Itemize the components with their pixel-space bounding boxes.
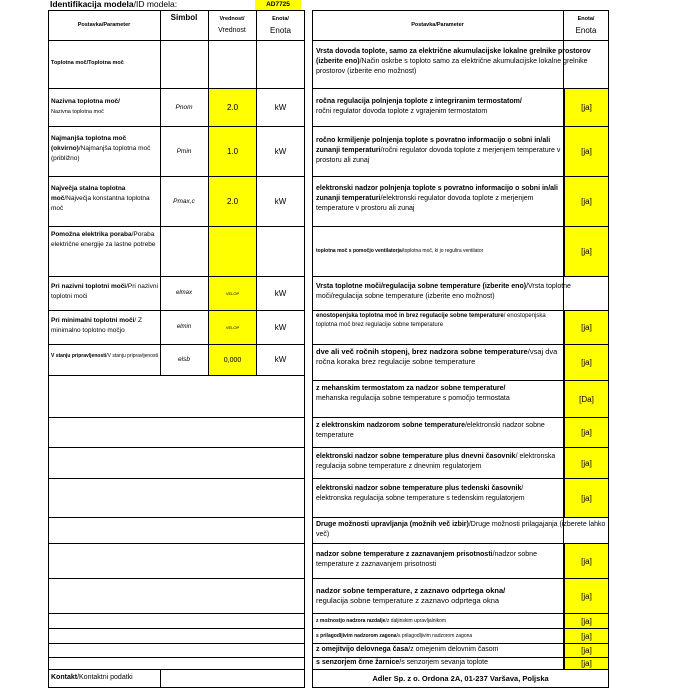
model-id-value: AD7725 — [255, 0, 301, 10]
control-row-3-rest: mehanska regulacija sobne temperature s pomočjo termostata — [316, 395, 510, 402]
other-row-6-mark: [ja] — [564, 658, 608, 669]
other-row-1-bold: nadzor sobne temperature z zaznavanjem prisotnosti — [316, 551, 493, 558]
other-row-3-rest: /z daljinskim upravljalnikom — [385, 618, 447, 624]
row-elmax-value: VELOP — [209, 277, 256, 310]
row-elsb-label-bold: V stanju pripravljenosti — [51, 353, 107, 359]
input-row-1-bold: ročna regulacija polnjenja toplote z integriranim termostatom/ — [316, 98, 522, 105]
other-row-4-mark: [ja] — [564, 629, 608, 643]
row-elsb-value: 0,000 — [209, 345, 256, 375]
row-elmin-label-bold: Pri minimalni toplotni moči — [51, 317, 135, 324]
other-row-6 — [316, 658, 561, 668]
input-row-2-rest: /ročni regulator dovoda toplote z merjenjem temperature v prostoru ali zunaj — [316, 147, 561, 164]
row-minimum-label — [51, 134, 156, 164]
other-row-5 — [316, 645, 561, 655]
row-nominal-value: 2.0 — [209, 89, 256, 126]
control-row-1-mark: [ja] — [564, 311, 608, 344]
contact-label-rest: /Kontaktni podatki — [77, 674, 133, 681]
section-heat-input-bold: Vrsta dovoda toplote, samo za električne akumulacijske lokalne grelnike prostorov (izberite eno) — [316, 48, 591, 65]
row-elmax-symbol: elmax — [175, 290, 192, 296]
other-row-1 — [316, 550, 561, 570]
input-row-3-mark: [ja] — [564, 177, 608, 226]
model-id-label — [50, 0, 177, 9]
row-elsb-label — [51, 352, 159, 360]
row-elsb-unit: kW — [274, 355, 287, 364]
section-other-options — [316, 520, 608, 540]
right-header-param: Postavka/Parameter — [411, 22, 464, 28]
contact-label-bold: Kontakt — [51, 674, 78, 681]
control-row-3 — [316, 384, 561, 404]
other-row-2-mark: [ja] — [564, 579, 608, 613]
control-row-2-rest: /vsaj dva ročna koraka brez regulacije sobne temperature — [316, 347, 558, 366]
contact-label — [51, 674, 133, 681]
row-minimum-unit: kW — [274, 146, 287, 156]
control-row-5-rest: / elektronska regulacija sobne temperature z dnevnim regulatorjem — [316, 453, 556, 470]
input-row-1-rest: ročni regulator dovoda toplote z vgrajenim termostatom — [316, 108, 488, 115]
section-heat-input-rest: /Način oskrbe s toploto samo za električne akumulacijske lokalne grelnike prostorov (izberite eno možnost) — [316, 58, 588, 75]
row-max-continuous-symbol: Pmax,c — [173, 197, 195, 205]
other-row-5-bold: z omejitvijo delovnega časa — [316, 646, 409, 653]
input-row-4-mark: [ja] — [564, 227, 608, 276]
control-row-3-mark: [Da] — [564, 381, 608, 417]
row-elsb-symbol: elsb — [178, 356, 190, 363]
contact-value: Adler Sp. z o. Ordona 2A, 01-237 Varšava, Poljska — [372, 674, 549, 683]
row-elmax-unit: kW — [274, 288, 287, 298]
model-id-label-rest: /ID modela: — [133, 0, 178, 9]
row-max-continuous-unit: kW — [274, 196, 287, 206]
control-row-3-bold: z mehanskim termostatom za nadzor sobne temperature/ — [316, 385, 506, 392]
row-nominal-label-bold: Nazivna toplotna moč/ — [51, 98, 120, 105]
row-nominal-label-rest: Nazivna toplotna moč — [51, 109, 104, 115]
row-minimum-label-bold: Najmanjša toplotna moč (okvirno) — [51, 135, 127, 152]
right-header-unit-line2: Enota — [575, 26, 597, 35]
control-row-1-bold: enostopenjska toplotna moč in brez regulacije sobne temperature — [316, 313, 504, 319]
row-elmax-label — [51, 282, 159, 302]
other-row-2 — [316, 586, 561, 606]
section-heat-input — [316, 47, 608, 77]
right-header-unit-line1: Enota/ — [577, 16, 595, 22]
control-row-6-rest: / elektronska regulacija sobne temperature s tedenskim regulatorjem — [316, 485, 525, 502]
section-aux-bold: Pomožna elektrika poraba — [51, 231, 132, 238]
right-header-unit — [563, 14, 609, 36]
row-elsb-label-rest: /V stanju pripravljenosti — [106, 353, 158, 359]
other-row-6-bold: s senzorjem črne žarnice — [316, 659, 400, 666]
section-control-rest: /Vrsta toplotne moči/regulacija sobne temperature (izberite eno možnost) — [316, 283, 571, 300]
row-elmax-label-rest: /Pri nazivni toplotni moči — [51, 283, 158, 300]
input-row-3-rest: /elektronski regulator dovoda toplote z merjenjem temperature v prostoru ali zunaj — [316, 195, 534, 212]
input-row-4 — [316, 246, 561, 256]
input-row-2-bold: ročno krmiljenje polnjenja toplote s povratno informacijo o sobni in/ali zunanji temperaturi — [316, 137, 551, 154]
row-minimum-symbol: Pmin — [176, 147, 192, 155]
other-row-3-bold: z možnostjo nadzora razdalje — [316, 618, 386, 624]
other-row-1-mark: [ja] — [564, 544, 608, 578]
control-row-6-bold: elektronski nadzor sobne temperature plus tedenski časovnik — [316, 485, 522, 492]
row-elmin-label-rest: / Z minimalno toplotno močjo — [51, 317, 143, 334]
input-row-2-mark: [ja] — [564, 127, 608, 176]
row-nominal-label — [51, 97, 161, 117]
other-row-4-rest: /s prilagodljivim nadzorom zagona — [396, 633, 473, 639]
control-row-5-mark: [ja] — [564, 448, 608, 478]
control-row-1 — [316, 312, 561, 330]
input-row-4-rest: /toplotna moč, ki jo regulira ventilator — [401, 248, 484, 254]
left-header-value-line2: Vrednost — [218, 27, 246, 34]
other-row-3-mark: [ja] — [564, 614, 608, 628]
control-row-2 — [316, 347, 561, 367]
control-row-4 — [316, 421, 561, 441]
left-divider-contact — [160, 669, 161, 688]
input-row-3 — [316, 184, 561, 214]
control-row-1-rest: / enostopenjska toplotna moč brez regulacije sobne temperature — [316, 313, 546, 328]
left-header-symbol: Simbol — [170, 12, 198, 22]
section-other-options-bold: Druge možnosti upravljanja (možnih več izbir) — [316, 521, 469, 528]
control-row-4-rest: /elektronski nadzor sobne temperature — [316, 422, 545, 439]
other-row-6-rest: /s senzorjem sevanja toplote — [399, 659, 488, 666]
row-max-continuous-label — [51, 184, 156, 214]
other-row-4 — [316, 631, 561, 641]
row-elmin-value: VELOP — [209, 311, 256, 344]
left-header-param: Postavka/Parameter — [77, 22, 131, 28]
left-header-value — [208, 14, 256, 36]
row-minimum-label-rest: /Najmanjša toplotna moč (približno) — [51, 145, 151, 162]
control-row-4-bold: z elektronskim nadzorom sobne temperature — [316, 422, 465, 429]
input-row-1-mark: [ja] — [564, 89, 608, 126]
other-row-3 — [316, 616, 561, 626]
row-elmin-unit: kW — [274, 322, 287, 332]
section-control-bold: Vrsta toplotne moči/regulacija sobne temperature (izberite eno) — [316, 283, 527, 290]
input-row-4-bold: toplotna moč s pomočjo ventilatorja — [316, 248, 402, 254]
input-row-2 — [316, 136, 561, 166]
row-elmin-symbol: elmin — [176, 324, 192, 330]
other-row-5-mark: [ja] — [564, 644, 608, 657]
control-row-2-bold: dve ali več ročnih stopenj, brez nadzora sobne temperature — [316, 347, 528, 356]
row-elmin-label — [51, 316, 159, 336]
control-row-5 — [316, 452, 561, 472]
row-max-continuous-label-bold: Največja stalna toplotna moč — [51, 185, 126, 202]
row-nominal-symbol: Pnom — [175, 103, 193, 111]
row-nominal-unit: kW — [274, 102, 287, 112]
model-id-label-bold: Identifikacija modela — [50, 0, 134, 9]
left-header-value-line1: Vrednost/ — [219, 16, 245, 22]
left-header-unit-line1: Enota/ — [272, 16, 289, 22]
row-max-continuous-value: 2.0 — [209, 177, 256, 226]
other-row-1-rest: /nadzor sobne temperature z zaznavanjem prisotnosti — [316, 551, 537, 568]
control-row-2-mark: [ja] — [564, 345, 608, 380]
control-row-6-mark: [ja] — [564, 479, 608, 517]
section-other-options-rest: /Druge možnosti prilagajanja (izberete lahko več) — [316, 521, 606, 538]
section-control — [316, 282, 608, 302]
control-row-4-mark: [ja] — [564, 418, 608, 447]
other-row-4-bold: s prilagodljivim nadzorom zagona — [316, 633, 397, 639]
section-aux-electricity — [51, 230, 159, 250]
section-aux-rest: /Poraba električne energije za lastne potrebe — [51, 231, 156, 248]
input-row-3-bold: elektronski nadzor polnjenja toplote s povratno informacijo o sobni in/ali zunanji temperaturi — [316, 185, 558, 202]
row-elmax-label-bold: Pri nazivni toplotni moči — [51, 283, 127, 290]
left-header-unit-line2: Enota — [270, 26, 291, 35]
other-row-2-rest: regulacija sobne temperature z zaznavo odprtega okna — [316, 596, 500, 605]
row-minimum-value: 1.0 — [209, 127, 256, 176]
left-header-unit — [256, 14, 305, 36]
aux-value-cell — [209, 227, 256, 276]
input-row-1 — [316, 97, 561, 117]
section-heat-output: Toplotna moč/Toplotna moč — [51, 60, 124, 66]
row-max-continuous-label-rest: /Največja konstantna toplotna moč — [51, 195, 150, 212]
control-row-5-bold: elektronski nadzor sobne temperature plus dnevni časovnik — [316, 453, 516, 460]
other-row-2-bold: nadzor sobne temperature, z zaznavo odprtega okna/ — [316, 586, 506, 595]
other-row-5-rest: /z omejenim delovnim časom — [408, 646, 499, 653]
control-row-6 — [316, 484, 561, 504]
